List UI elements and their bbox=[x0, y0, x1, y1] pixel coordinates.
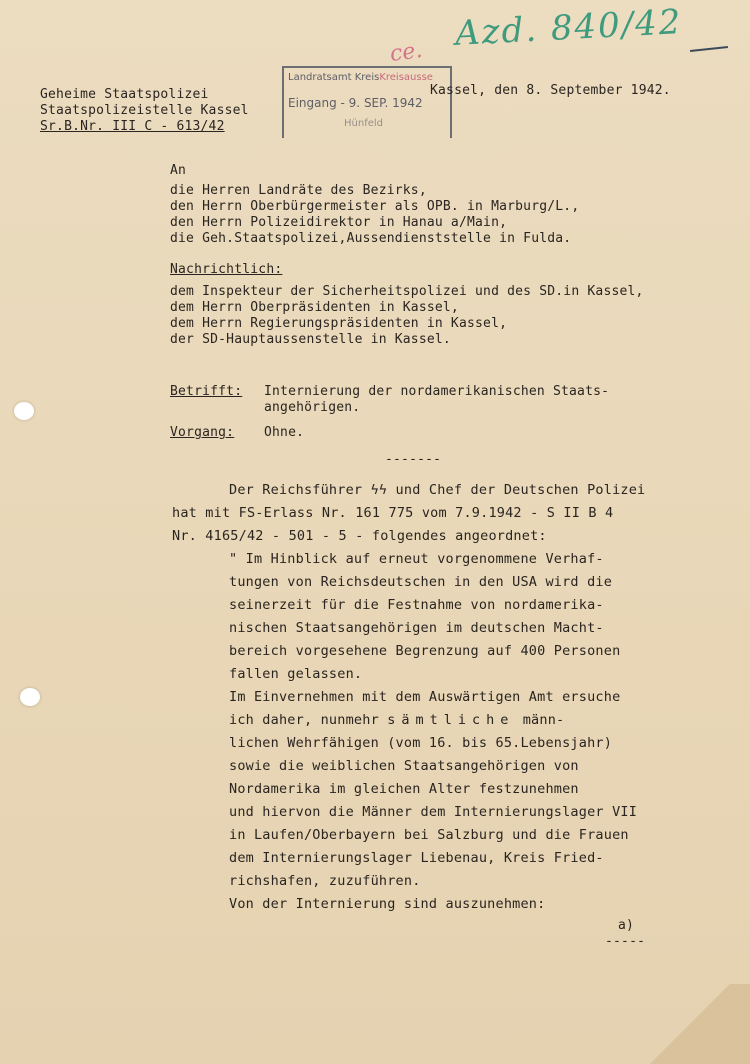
punch-hole bbox=[14, 402, 34, 420]
case-label: Vorgang: bbox=[170, 425, 235, 440]
quote-line: seinerzeit für die Festnahme von nordamerika- bbox=[229, 597, 604, 613]
quote-line: " Im Hinblick auf erneut vorgenommene Verhaf- bbox=[229, 551, 604, 567]
subject-label: Betrifft: bbox=[170, 384, 243, 399]
quote-line-continuation: männ- bbox=[522, 712, 565, 728]
quote-line: Von der Internierung sind auszunehmen: bbox=[229, 896, 546, 912]
case-value: Ohne. bbox=[264, 425, 305, 440]
quote-line: dem Internierungslager Liebenau, Kreis Fried- bbox=[229, 850, 604, 866]
agency-line-2: Staatspolizeistelle Kassel bbox=[40, 103, 249, 118]
stamp-office-text: Landratsamt Kreis bbox=[288, 72, 380, 83]
handwritten-red-mark: ce. bbox=[388, 37, 424, 68]
stamp-office-overstrike: Kreisausse bbox=[379, 72, 433, 83]
continuation-mark: a) bbox=[618, 918, 635, 933]
cc-line: dem Inspekteur der Sicherheitspolizei und des SD.in Kassel, bbox=[170, 284, 644, 299]
cc-line: dem Herrn Regierungspräsidenten in Kassel, bbox=[170, 316, 508, 331]
folded-corner bbox=[630, 984, 750, 1064]
spaced-emphasis: sämtliche bbox=[387, 712, 515, 728]
quote-line: in Laufen/Oberbayern bei Salzburg und die Frauen bbox=[229, 827, 629, 843]
quote-line: sowie die weiblichen Staatsangehörigen von bbox=[229, 758, 579, 774]
quote-line-text: ich daher, nunmehr bbox=[229, 712, 379, 728]
quote-line: Im Einvernehmen mit dem Auswärtigen Amt ersuche bbox=[229, 689, 621, 705]
cc-line: der SD-Hauptaussenstelle in Kassel. bbox=[170, 332, 451, 347]
subject-line-2: angehörigen. bbox=[264, 400, 361, 415]
handwritten-dash bbox=[690, 46, 728, 52]
agency-line-1: Geheime Staatspolizei bbox=[40, 87, 209, 102]
stamp-office bbox=[288, 72, 433, 83]
quote-line: bereich vorgesehene Begrenzung auf 400 Personen bbox=[229, 643, 621, 659]
quote-line: fallen gelassen. bbox=[229, 666, 363, 682]
cc-heading: Nachrichtlich: bbox=[170, 262, 283, 277]
recipient-line: den Herrn Polizeidirektor in Hanau a/Main, bbox=[170, 215, 508, 230]
reference-number: Sr.B.Nr. III C - 613/42 bbox=[40, 119, 225, 134]
body-intro-line: Nr. 4165/42 - 501 - 5 - folgendes angeordnet: bbox=[172, 528, 547, 544]
cc-line: dem Herrn Oberpräsidenten in Kassel, bbox=[170, 300, 459, 315]
continuation-rule: ----- bbox=[605, 934, 646, 949]
quote-line bbox=[229, 709, 564, 732]
quote-line: richshafen, zuzuführen. bbox=[229, 873, 421, 889]
recipient-line: die Geh.Staatspolizei,Aussendienststelle in Fulda. bbox=[170, 231, 572, 246]
body-intro-line: Der Reichsführer ϟϟ und Chef der Deutschen Polizei bbox=[229, 482, 646, 498]
quote-line: tungen von Reichsdeutschen in den USA wird die bbox=[229, 574, 613, 590]
quote-line: nischen Staatsangehörigen im deutschen Macht- bbox=[229, 620, 604, 636]
stamp-received-date: Eingang - 9. SEP. 1942 bbox=[288, 96, 423, 110]
handwritten-reference: Azd. 840/42 bbox=[454, 2, 684, 54]
punch-hole bbox=[20, 688, 40, 706]
received-stamp bbox=[282, 66, 452, 138]
quote-line: lichen Wehrfähigen (vom 16. bis 65.Lebensjahr) bbox=[229, 735, 613, 751]
body-intro-line: hat mit FS-Erlass Nr. 161 775 vom 7.9.1942 - S II B 4 bbox=[172, 505, 614, 521]
recipients-intro: An bbox=[170, 163, 187, 178]
place-date: Kassel, den 8. September 1942. bbox=[430, 83, 671, 98]
subject-line-1: Internierung der nordamerikanischen Staats- bbox=[264, 384, 610, 399]
recipient-line: den Herrn Oberbürgermeister als OPB. in Marburg/L., bbox=[170, 199, 580, 214]
quote-line: Nordamerika im gleichen Alter festzunehmen bbox=[229, 781, 579, 797]
quote-line: und hiervon die Männer dem Internierungslager VII bbox=[229, 804, 638, 820]
recipient-line: die Herren Landräte des Bezirks, bbox=[170, 183, 427, 198]
divider: ------- bbox=[385, 452, 442, 467]
stamp-place: Hünfeld bbox=[344, 118, 383, 129]
